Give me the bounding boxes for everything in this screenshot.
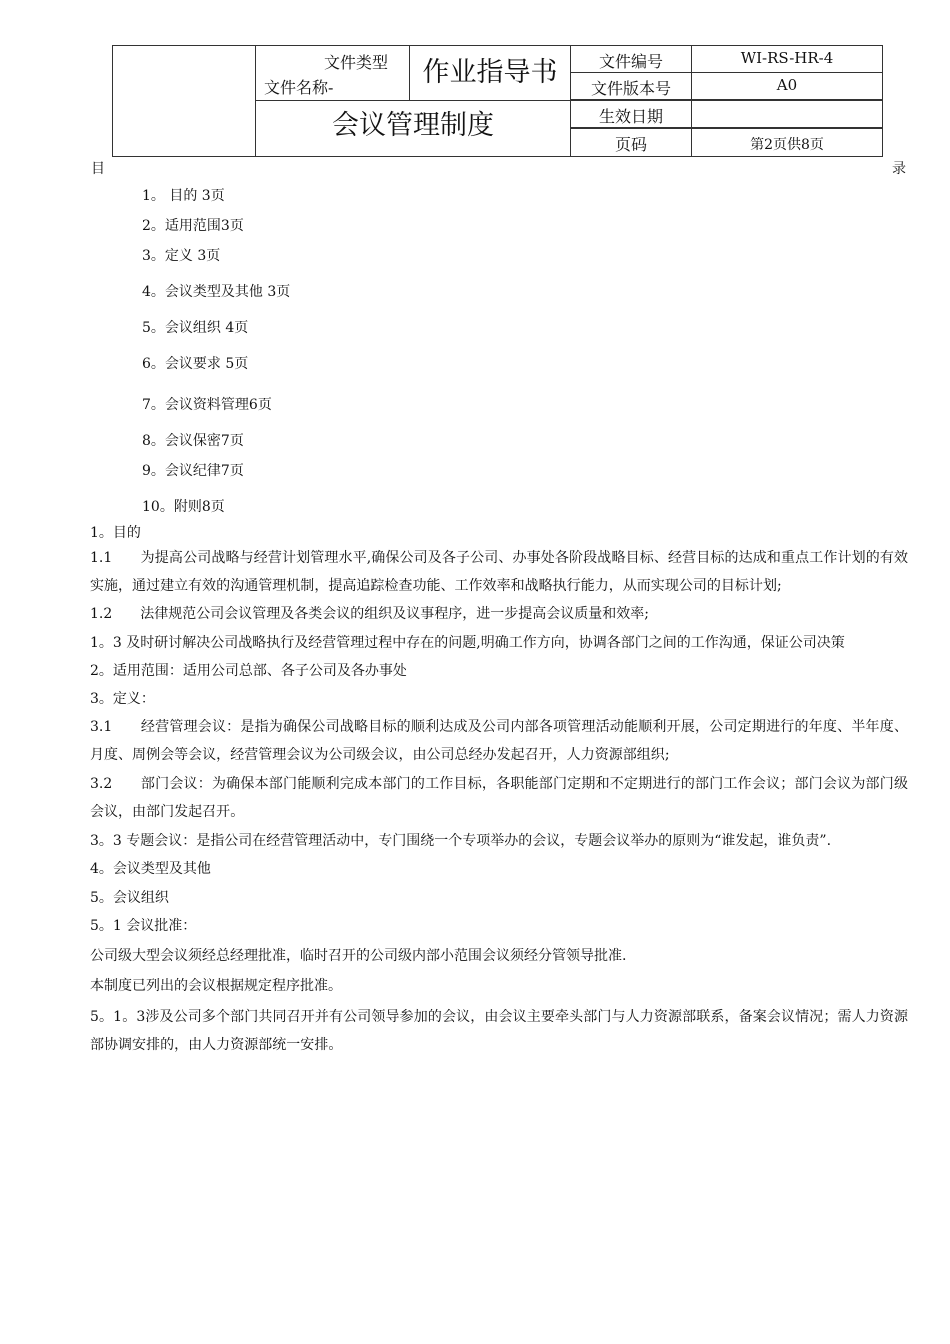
toc-heading-right: 录	[892, 161, 906, 177]
field-key-page: 页码	[570, 128, 692, 157]
toc-item: 2。适用范围3页	[142, 218, 244, 234]
body-paragraph: 2。适用范围：适用公司总部、各子公司及各办事处	[90, 663, 407, 679]
doc-kind: 作业指导书	[422, 57, 558, 88]
toc-item: 8。会议保密7页	[142, 433, 244, 449]
body-paragraph: 公司级大型会议须经总经理批准，临时召开的公司级内部小范围会议须经分管领导批准.	[90, 948, 627, 964]
logo-cell	[112, 45, 256, 157]
toc-item: 10。附则8页	[142, 499, 225, 515]
field-value-effective-date	[691, 100, 883, 128]
body-paragraph: 1.2 法律规范公司会议管理及各类会议的组织及议事程序，进一步提高会议质量和效率;	[90, 606, 649, 622]
toc-item: 3。定义 3页	[142, 248, 221, 264]
section-heading: 1。目的	[90, 525, 141, 541]
toc-item: 7。会议资料管理6页	[142, 397, 272, 413]
section-heading: 3。定义：	[90, 691, 155, 707]
section-heading: 5。会议组织	[90, 890, 169, 906]
body-paragraph: 本制度已列出的会议根据规定程序批准。	[90, 978, 342, 994]
field-value-version: A0	[691, 72, 883, 100]
body-paragraph: 3.2 部门会议：为确保本部门能顺利完成本部门的工作目标，各职能部门定期和不定期进行的部门工作会议；部门会议为部门级会议，由部门发起召开。	[90, 776, 908, 820]
toc-item: 1。 目的 3页	[142, 188, 225, 204]
field-key-doc-number: 文件编号	[570, 45, 692, 73]
field-key-version: 文件版本号	[570, 72, 692, 100]
body-paragraph: 5。1。3涉及公司多个部门共同召开并有公司领导参加的会议，由会议主要牵头部门与人力资源部联系，备案会议情况；需人力资源部协调安排的，由人力资源部统一安排。	[90, 1009, 908, 1053]
toc-item: 5。会议组织 4页	[142, 320, 249, 336]
toc-heading-left: 目	[91, 161, 105, 177]
doc-title-cell	[255, 100, 571, 157]
toc-item: 6。会议要求 5页	[142, 356, 249, 372]
doc-kind-cell	[409, 45, 571, 101]
body-paragraph: 3。3 专题会议：是指公司在经营管理活动中，专门围绕一个专项举办的会议，专题会议举办的原则为“谁发起，谁负责”.	[90, 833, 832, 849]
doc-title: 会议管理制度	[332, 110, 494, 141]
file-type-label: 文件类型	[324, 53, 389, 72]
field-value-page: 第2页供8页	[691, 128, 883, 157]
document-header-table	[112, 45, 883, 157]
body-paragraph: 1。3 及时研讨解决公司战略执行及经营管理过程中存在的问题,明确工作方向，协调各部门之间的工作沟通，保证公司决策	[90, 635, 845, 651]
toc-item: 4。会议类型及其他 3页	[142, 284, 291, 300]
body-paragraph: 1.1 为提高公司战略与经营计划管理水平,确保公司及各子公司、办事处各阶段战略目标、经营目标的达成和重点工作计划的有效实施，通过建立有效的沟通管理机制，提高追踪检查功能、工作效率和战略执行能力，从而实现公司的目标计划;	[90, 550, 908, 594]
field-value-doc-number: WI-RS-HR-4	[691, 45, 883, 73]
toc-item: 9。会议纪律7页	[142, 463, 244, 479]
file-name-label: 文件名称-	[264, 78, 334, 97]
field-key-effective-date: 生效日期	[570, 100, 692, 128]
body-paragraph: 3.1 经营管理会议：是指为确保公司战略目标的顺利达成及公司内部各项管理活动能顺利开展，公司定期进行的年度、半年度、月度、周例会等会议，经营管理会议为公司级会议，由公司总经办发起召开，人力资源部组织;	[90, 719, 908, 763]
section-heading: 4。会议类型及其他	[90, 861, 211, 877]
body-paragraph: 5。1 会议批准：	[90, 918, 197, 934]
